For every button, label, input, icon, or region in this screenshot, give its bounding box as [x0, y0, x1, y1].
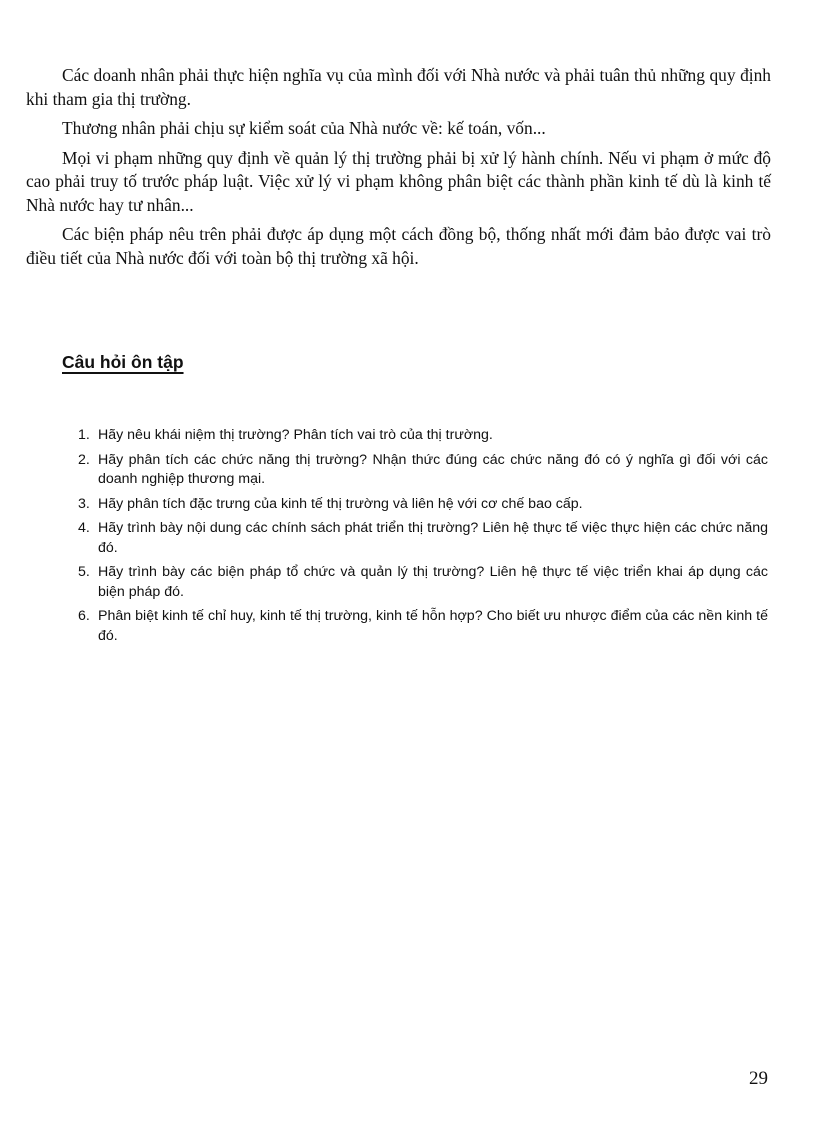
review-question-list: [78, 426, 768, 651]
question-number: 6.: [78, 608, 90, 624]
paragraph: Thương nhân phải chịu sự kiểm soát của Nhà nước về: kế toán, vốn...: [62, 118, 546, 138]
question-number: 5.: [78, 564, 90, 580]
paragraph: Mọi vi phạm những quy định về quản lý thị trường phải bị xử lý hành chính. Nếu vi phạm ở mức độ cao phải truy tố trước pháp luật. Việc xử lý vi phạm không phân biệt các thành phần kinh tế dù là kinh tế Nhà nước hay tư nhân...: [26, 147, 771, 215]
question-text: Hãy phân tích các chức năng thị trường? Nhận thức đúng các chức năng đó có ý nghĩa gì đối với các doanh nghiệp thương mại.: [98, 451, 768, 487]
question-text: Hãy nêu khái niệm thị trường? Phân tích vai trò của thị trường.: [98, 427, 493, 443]
question-text: Hãy phân tích đặc trưng của kinh tế thị trường và liên hệ với cơ chế bao cấp.: [98, 495, 583, 512]
question-number: 2.: [78, 451, 90, 468]
list-item: [78, 563, 768, 602]
question-number: 1.: [78, 427, 90, 443]
question-number: 4.: [78, 520, 90, 536]
list-item: [78, 426, 768, 446]
question-text: Phân biệt kinh tế chỉ huy, kinh tế thị trường, kinh tế hỗn hợp? Cho biết ưu nhược điểm của các nền kinh tế đó.: [98, 608, 768, 644]
list-item: [78, 519, 768, 558]
paragraph: Các doanh nhân phải thực hiện nghĩa vụ của mình đối với Nhà nước và phải tuân thủ những quy định khi tham gia thị trường.: [26, 65, 771, 109]
list-item: [78, 607, 768, 646]
paragraph: Các biện pháp nêu trên phải được áp dụng một cách đồng bộ, thống nhất mới đảm bảo được vai trò điều tiết của Nhà nước đối với toàn bộ thị trường xã hội.: [26, 224, 771, 268]
list-item: [78, 495, 768, 515]
question-text: Hãy trình bày nội dung các chính sách phát triển thị trường? Liên hệ thực tế việc thực hiện các chức năng đó.: [98, 520, 768, 556]
page-number: 29: [749, 1068, 768, 1089]
section-title: Câu hỏi ôn tập: [62, 352, 184, 372]
question-number: 3.: [78, 495, 90, 512]
list-item: [78, 451, 768, 490]
question-text: Hãy trình bày các biện pháp tổ chức và quản lý thị trường? Liên hệ thực tế việc triển khai áp dụng các biện pháp đó.: [98, 564, 768, 600]
body-text: [26, 64, 771, 276]
